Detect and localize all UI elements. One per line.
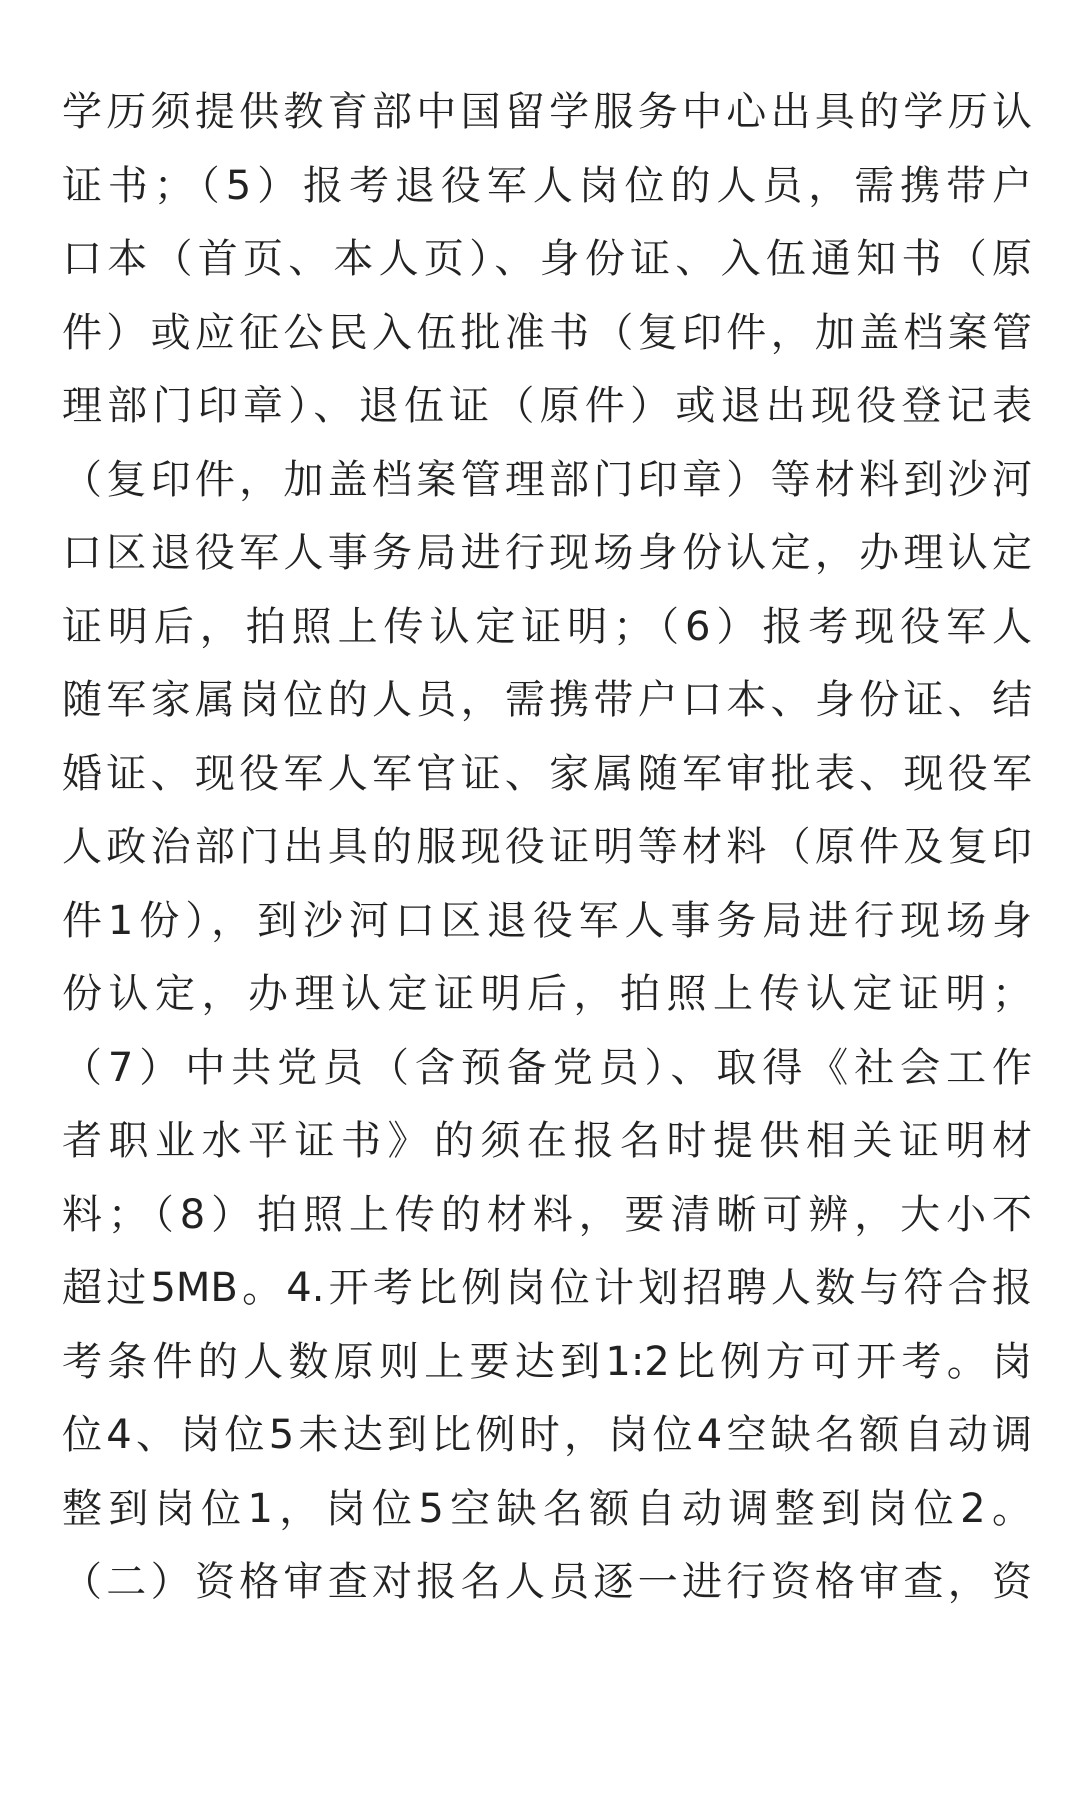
text-line: 口本（首页、本人页）、身份证、入伍通知书（原	[62, 236, 1032, 282]
text-line: 证书；（5）报考退役军人岗位的人员，需携带户	[62, 162, 1032, 209]
text-line: 件）或应征公民入伍批准书（复印件，加盖档案管	[62, 309, 1032, 356]
text-line: （复印件，加盖档案管理部门印章）等材料到沙河	[62, 456, 1032, 503]
text-line: 婚证、现役军人军官证、家属随军审批表、现役军	[62, 750, 1032, 797]
text-line: （7）中共党员（含预备党员）、取得《社会工作	[62, 1044, 1032, 1091]
text-line: 口区退役军人事务局进行现场身份认定，办理认定	[62, 530, 1032, 576]
text-line: 证明后，拍照上传认定证明；（6）报考现役军人	[62, 603, 1032, 650]
text-line: 学历须提供教育部中国留学服务中心出具的学历认	[62, 89, 1032, 135]
text-line: 料；（8）拍照上传的材料，要清晰可辨，大小不	[62, 1191, 1032, 1238]
text-line: 考条件的人数原则上要达到1:2比例方可开考。岗	[62, 1338, 1032, 1385]
text-line: 随军家属岗位的人员，需携带户口本、身份证、结	[62, 677, 1032, 723]
text-line: 份认定，办理认定证明后，拍照上传认定证明；	[62, 971, 1032, 1017]
text-line: 位4、岗位5未达到比例时，岗位4空缺名额自动调	[62, 1412, 1032, 1458]
text-line: 者职业水平证书》的须在报名时提供相关证明材	[62, 1118, 1032, 1164]
text-line: 超过5MB。4.开考比例岗位计划招聘人数与符合报	[62, 1265, 1032, 1311]
text-line: 件1份），到沙河口区退役军人事务局进行现场身	[62, 897, 1032, 944]
article-body	[62, 76, 1032, 1620]
text-line: 人政治部门出具的服现役证明等材料（原件及复印	[62, 824, 1032, 870]
text-line: 理部门印章）、退伍证（原件）或退出现役登记表	[62, 383, 1032, 429]
text-line: 整到岗位1，岗位5空缺名额自动调整到岗位2。	[62, 1485, 1032, 1532]
text-line: （二）资格审查对报名人员逐一进行资格审查，资	[62, 1559, 1032, 1605]
